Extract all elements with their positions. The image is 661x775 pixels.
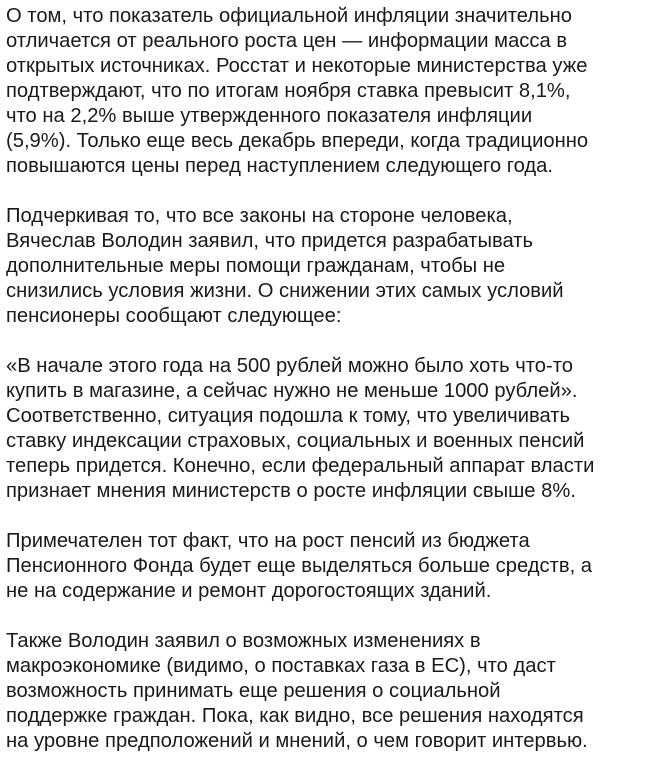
text-line: открытых источниках. Росстат и некоторые министерства уже [6, 55, 588, 77]
text-line: Соответственно, ситуация подошла к тому, что увеличивать [6, 405, 571, 427]
text-line: признает мнения министерств о росте инфляции свыше 8%. [6, 480, 576, 502]
text-line: повышаются цены перед наступлением следующего года. [6, 155, 554, 177]
text-line: купить в магазине, а сейчас нужно не меньше 1000 рублей». [6, 380, 578, 402]
text-line: ставку индексации страховых, социальных и военных пенсий [6, 430, 585, 452]
text-line: Пенсионного Фонда будет еще выделяться больше средств, а [6, 555, 593, 577]
text-line: (5,9%). Только еще весь декабрь впереди, когда традиционно [6, 130, 589, 152]
paragraph-pension-fund [6, 529, 661, 604]
text-line: дополнительные меры помощи гражданам, чтобы не [6, 255, 506, 277]
paragraph-pensioners-quote [6, 354, 661, 504]
text-line: не на содержание и ремонт дорогостоящих зданий. [6, 580, 492, 602]
paragraph-macroeconomics [6, 629, 661, 754]
text-line: теперь придется. Конечно, если федеральный аппарат власти [6, 455, 595, 477]
text-line: пенсионеры сообщают следующее: [6, 305, 342, 327]
text-line: Подчеркивая то, что все законы на стороне человека, [6, 205, 513, 227]
text-line: «В начале этого года на 500 рублей можно было хоть что-то [6, 355, 573, 377]
text-line: Примечателен тот факт, что на рост пенсий из бюджета [6, 530, 530, 552]
text-line: Также Володин заявил о возможных изменениях в [6, 630, 481, 652]
text-line: подтверждают, что по итогам ноября ставка превысит 8,1%, [6, 80, 571, 102]
text-line: что на 2,2% выше утвержденного показателя инфляции [6, 105, 533, 127]
text-line: Вячеслав Володин заявил, что придется разрабатывать [6, 230, 534, 252]
text-line: на уровне предположений и мнений, о чем говорит интервью. [6, 730, 588, 752]
text-line: снизились условия жизни. О снижении этих самых условий [6, 280, 564, 302]
text-line: О том, что показатель официальной инфляции значительно [6, 5, 572, 27]
text-line: поддержке граждан. Пока, как видно, все решения находятся [6, 705, 584, 727]
text-line: отличается от реального роста цен — информации масса в [6, 30, 568, 52]
text-line: возможность принимать еще решения о социальной [6, 680, 501, 702]
paragraph-volodin-statement [6, 204, 661, 329]
paragraph-inflation-report [6, 4, 661, 179]
text-line: макроэкономике (видимо, о поставках газа в ЕС), что даст [6, 655, 556, 677]
